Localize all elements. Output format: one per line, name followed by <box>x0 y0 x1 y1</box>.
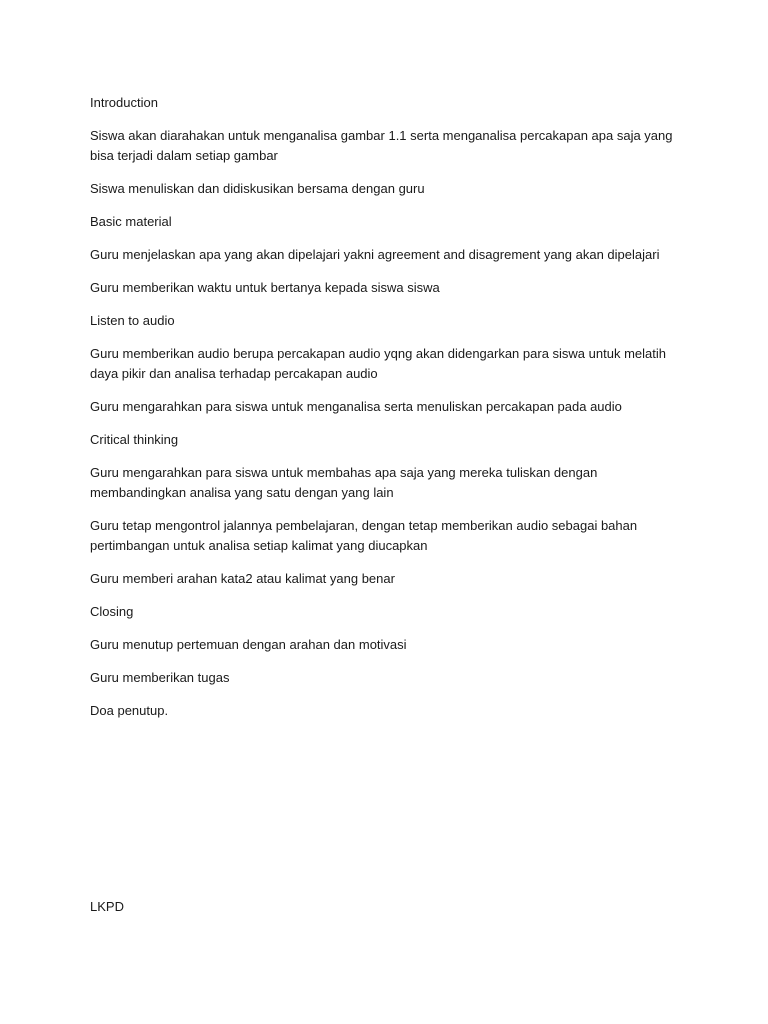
paragraph: Guru memberikan waktu untuk bertanya kepada siswa siswa <box>90 280 440 295</box>
section-heading-critical-thinking: Critical thinking <box>90 432 179 447</box>
paragraph: Guru menjelaskan apa yang akan dipelajari yakni agreement and disagrement yang akan dipelajari <box>90 247 660 262</box>
paragraph: Siswa akan diarahakan untuk menganalisa gambar 1.1 serta menganalisa percakapan apa saja yang bisa terjadi dalam setiap gambar <box>90 128 673 163</box>
document-body <box>90 93 690 734</box>
paragraph: Guru tetap mengontrol jalannya pembelajaran, dengan tetap memberikan audio sebagai bahan pertimbangan untuk analisa setiap kalimat yang diucapkan <box>90 518 638 553</box>
paragraph: Guru memberikan tugas <box>90 670 230 685</box>
paragraph: Guru mengarahkan para siswa untuk menganalisa serta menuliskan percakapan pada audio <box>90 399 622 414</box>
paragraph: Siswa menuliskan dan didiskusikan bersama dengan guru <box>90 181 425 196</box>
section-heading-basic-material: Basic material <box>90 214 172 229</box>
lkpd-label: LKPD <box>90 899 124 914</box>
section-heading-introduction: Introduction <box>90 95 158 110</box>
paragraph: Guru menutup pertemuan dengan arahan dan motivasi <box>90 637 407 652</box>
section-heading-closing: Closing <box>90 604 134 619</box>
paragraph: Doa penutup. <box>90 703 169 718</box>
section-heading-listen-to-audio: Listen to audio <box>90 313 175 328</box>
paragraph: Guru memberi arahan kata2 atau kalimat yang benar <box>90 571 395 586</box>
paragraph: Guru memberikan audio berupa percakapan audio yqng akan didengarkan para siswa untuk melatih daya pikir dan analisa terhadap percakapan audio <box>90 346 666 381</box>
paragraph: Guru mengarahkan para siswa untuk membahas apa saja yang mereka tuliskan dengan membandingkan analisa yang satu dengan yang lain <box>90 465 598 500</box>
